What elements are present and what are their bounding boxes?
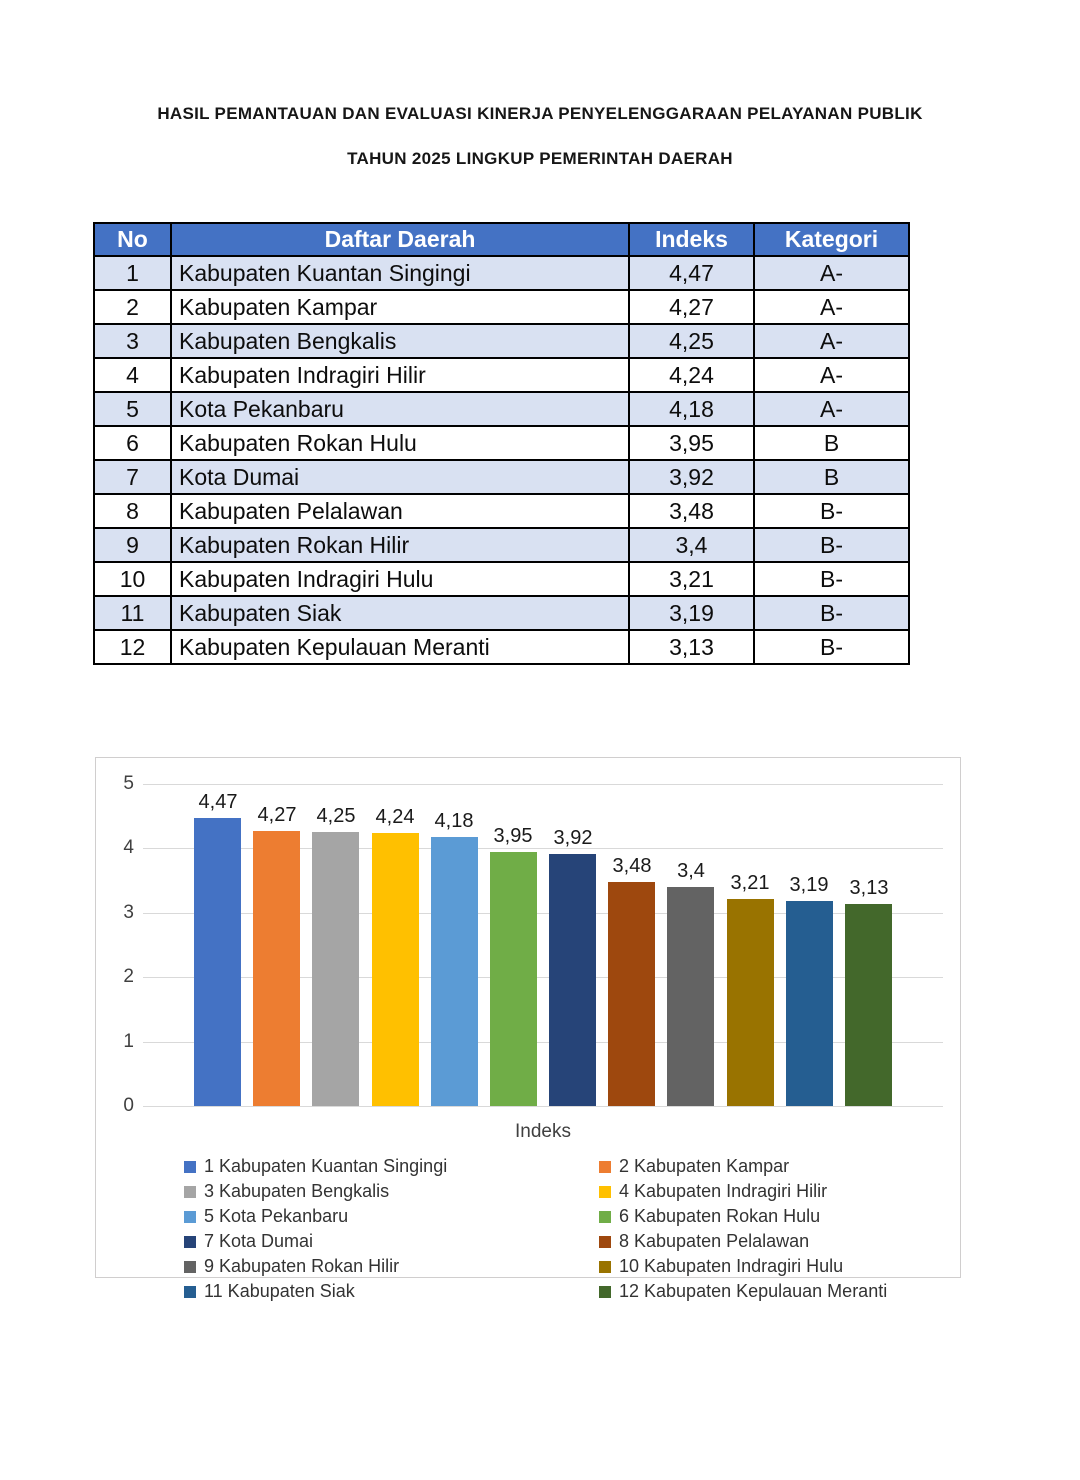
y-axis-tick-label: 5 bbox=[123, 773, 134, 794]
legend-item bbox=[599, 1254, 924, 1279]
bar-value-label: 3,21 bbox=[730, 872, 770, 894]
legend-swatch-icon bbox=[184, 1186, 196, 1198]
table-cell-daerah: Kabupaten Kampar bbox=[171, 290, 629, 324]
table-row bbox=[94, 392, 909, 426]
table-cell-daerah: Kabupaten Indragiri Hulu bbox=[171, 562, 629, 596]
y-axis-tick-label: 3 bbox=[123, 901, 134, 923]
legend-label: 4 Kabupaten Indragiri Hilir bbox=[619, 1181, 828, 1201]
gridline bbox=[143, 1106, 943, 1107]
table-header-cell: No bbox=[94, 223, 171, 256]
legend-label: 3 Kabupaten Bengkalis bbox=[204, 1181, 390, 1201]
table-row bbox=[94, 426, 909, 460]
bar-5 bbox=[431, 837, 478, 1106]
chart-legend bbox=[184, 1154, 924, 1304]
bar-value-label: 3,48 bbox=[612, 855, 652, 877]
table-cell-kategori: B- bbox=[754, 528, 909, 562]
legend-item bbox=[184, 1154, 599, 1179]
table-row bbox=[94, 596, 909, 630]
bar-value-label: 4,47 bbox=[198, 791, 238, 813]
table-cell-indeks: 4,24 bbox=[629, 358, 754, 392]
bar-7 bbox=[549, 854, 596, 1106]
legend-swatch-icon bbox=[184, 1286, 196, 1298]
table-cell-no: 2 bbox=[94, 290, 171, 324]
x-axis-title: Indeks bbox=[515, 1121, 571, 1142]
table-row bbox=[94, 460, 909, 494]
legend-label: 9 Kabupaten Rokan Hilir bbox=[204, 1256, 400, 1276]
bar-value-label: 4,25 bbox=[316, 805, 356, 827]
table-cell-indeks: 4,25 bbox=[629, 324, 754, 358]
table-row bbox=[94, 528, 909, 562]
legend-label: 2 Kabupaten Kampar bbox=[619, 1156, 790, 1176]
table-row bbox=[94, 358, 909, 392]
table-row bbox=[94, 290, 909, 324]
table-cell-no: 7 bbox=[94, 460, 171, 494]
legend-label: 7 Kota Dumai bbox=[204, 1231, 314, 1251]
table-cell-no: 4 bbox=[94, 358, 171, 392]
legend-swatch-icon bbox=[599, 1161, 611, 1173]
table-cell-no: 11 bbox=[94, 596, 171, 630]
table-cell-daerah: Kabupaten Bengkalis bbox=[171, 324, 629, 358]
legend-item bbox=[599, 1204, 924, 1229]
legend-swatch-icon bbox=[599, 1211, 611, 1223]
bar-12 bbox=[845, 904, 892, 1106]
table-row bbox=[94, 494, 909, 528]
table-cell-kategori: B bbox=[754, 426, 909, 460]
bar-9 bbox=[667, 887, 714, 1106]
bar-4 bbox=[372, 833, 419, 1106]
table-cell-kategori: B- bbox=[754, 596, 909, 630]
legend-label: 6 Kabupaten Rokan Hulu bbox=[619, 1206, 821, 1226]
table-row bbox=[94, 562, 909, 596]
table-cell-daerah: Kota Pekanbaru bbox=[171, 392, 629, 426]
table-cell-indeks: 3,92 bbox=[629, 460, 754, 494]
legend-swatch-icon bbox=[599, 1186, 611, 1198]
table-cell-indeks: 3,21 bbox=[629, 562, 754, 596]
table-cell-kategori: B- bbox=[754, 494, 909, 528]
table-cell-indeks: 4,18 bbox=[629, 392, 754, 426]
bar-value-label: 4,18 bbox=[434, 810, 474, 832]
legend-label: 1 Kabupaten Kuantan Singingi bbox=[204, 1156, 448, 1176]
legend-item bbox=[184, 1279, 599, 1304]
bar-value-label: 3,4 bbox=[677, 860, 705, 882]
table-cell-daerah: Kota Dumai bbox=[171, 460, 629, 494]
table-cell-daerah: Kabupaten Rokan Hulu bbox=[171, 426, 629, 460]
bar-value-label: 4,27 bbox=[257, 804, 297, 826]
table-header-cell: Indeks bbox=[629, 223, 754, 256]
table-cell-indeks: 3,48 bbox=[629, 494, 754, 528]
legend-item bbox=[599, 1229, 924, 1254]
legend-label: 12 Kabupaten Kepulauan Meranti bbox=[619, 1281, 888, 1301]
bar-value-label: 3,13 bbox=[849, 877, 889, 899]
bar-value-label: 3,95 bbox=[493, 825, 533, 847]
table-cell-daerah: Kabupaten Kepulauan Meranti bbox=[171, 630, 629, 664]
table-cell-kategori: B- bbox=[754, 562, 909, 596]
bar-10 bbox=[727, 899, 774, 1106]
table-cell-daerah: Kabupaten Siak bbox=[171, 596, 629, 630]
table-cell-kategori: A- bbox=[754, 358, 909, 392]
table-row bbox=[94, 256, 909, 290]
table-cell-daerah: Kabupaten Kuantan Singingi bbox=[171, 256, 629, 290]
table-header-row bbox=[94, 223, 909, 256]
table-row bbox=[94, 324, 909, 358]
table-cell-indeks: 3,19 bbox=[629, 596, 754, 630]
legend-label: 10 Kabupaten Indragiri Hulu bbox=[619, 1256, 844, 1276]
legend-swatch-icon bbox=[599, 1261, 611, 1273]
table-row bbox=[94, 630, 909, 664]
legend-swatch-icon bbox=[599, 1236, 611, 1248]
legend-label: 8 Kabupaten Pelalawan bbox=[619, 1231, 810, 1251]
legend-item bbox=[184, 1204, 599, 1229]
bar-11 bbox=[786, 901, 833, 1106]
legend-item bbox=[599, 1154, 924, 1179]
table-cell-daerah: Kabupaten Indragiri Hilir bbox=[171, 358, 629, 392]
bar-value-label: 3,19 bbox=[789, 874, 829, 896]
table-cell-no: 12 bbox=[94, 630, 171, 664]
table-cell-no: 6 bbox=[94, 426, 171, 460]
table-cell-indeks: 3,4 bbox=[629, 528, 754, 562]
table-cell-kategori: A- bbox=[754, 256, 909, 290]
table-cell-indeks: 4,27 bbox=[629, 290, 754, 324]
document-title-line2: TAHUN 2025 LINGKUP PEMERINTAH DAERAH bbox=[347, 149, 733, 168]
legend-swatch-icon bbox=[599, 1286, 611, 1298]
table-cell-no: 5 bbox=[94, 392, 171, 426]
table-cell-no: 9 bbox=[94, 528, 171, 562]
bar-2 bbox=[253, 831, 300, 1106]
table-cell-no: 8 bbox=[94, 494, 171, 528]
table-cell-no: 3 bbox=[94, 324, 171, 358]
indeks-bar-chart bbox=[95, 757, 961, 1301]
y-axis-tick-label: 1 bbox=[123, 1030, 134, 1052]
table-header-cell: Kategori bbox=[754, 223, 909, 256]
legend-item bbox=[599, 1279, 924, 1304]
results-table bbox=[93, 222, 910, 665]
y-axis-tick-label: 0 bbox=[123, 1095, 134, 1116]
table-cell-indeks: 3,95 bbox=[629, 426, 754, 460]
table-cell-daerah: Kabupaten Pelalawan bbox=[171, 494, 629, 528]
document-title-line1: HASIL PEMANTAUAN DAN EVALUASI KINERJA PENYELENGGARAAN PELAYANAN PUBLIK bbox=[157, 104, 923, 123]
legend-swatch-icon bbox=[184, 1211, 196, 1223]
table-cell-kategori: B- bbox=[754, 630, 909, 664]
bar-6 bbox=[490, 852, 537, 1106]
bar-value-label: 4,24 bbox=[375, 806, 415, 828]
y-axis-tick-label: 4 bbox=[123, 837, 134, 859]
table-cell-kategori: B bbox=[754, 460, 909, 494]
table-cell-indeks: 3,13 bbox=[629, 630, 754, 664]
document-title bbox=[0, 104, 1080, 169]
table-cell-kategori: A- bbox=[754, 324, 909, 358]
table-cell-no: 10 bbox=[94, 562, 171, 596]
table-header-cell: Daftar Daerah bbox=[171, 223, 629, 256]
legend-swatch-icon bbox=[184, 1261, 196, 1273]
bar-3 bbox=[312, 832, 359, 1106]
table-cell-kategori: A- bbox=[754, 392, 909, 426]
table-cell-no: 1 bbox=[94, 256, 171, 290]
legend-item bbox=[184, 1229, 599, 1254]
legend-label: 5 Kota Pekanbaru bbox=[204, 1206, 349, 1226]
legend-item bbox=[184, 1254, 599, 1279]
legend-swatch-icon bbox=[184, 1161, 196, 1173]
legend-swatch-icon bbox=[184, 1236, 196, 1248]
y-axis-tick-label: 2 bbox=[123, 966, 134, 988]
bar-8 bbox=[608, 882, 655, 1106]
table-cell-kategori: A- bbox=[754, 290, 909, 324]
bar-1 bbox=[194, 818, 241, 1106]
table-cell-indeks: 4,47 bbox=[629, 256, 754, 290]
legend-item bbox=[599, 1179, 924, 1204]
table-cell-daerah: Kabupaten Rokan Hilir bbox=[171, 528, 629, 562]
bar-value-label: 3,92 bbox=[553, 827, 593, 849]
legend-item bbox=[184, 1179, 599, 1204]
legend-label: 11 Kabupaten Siak bbox=[204, 1281, 355, 1301]
